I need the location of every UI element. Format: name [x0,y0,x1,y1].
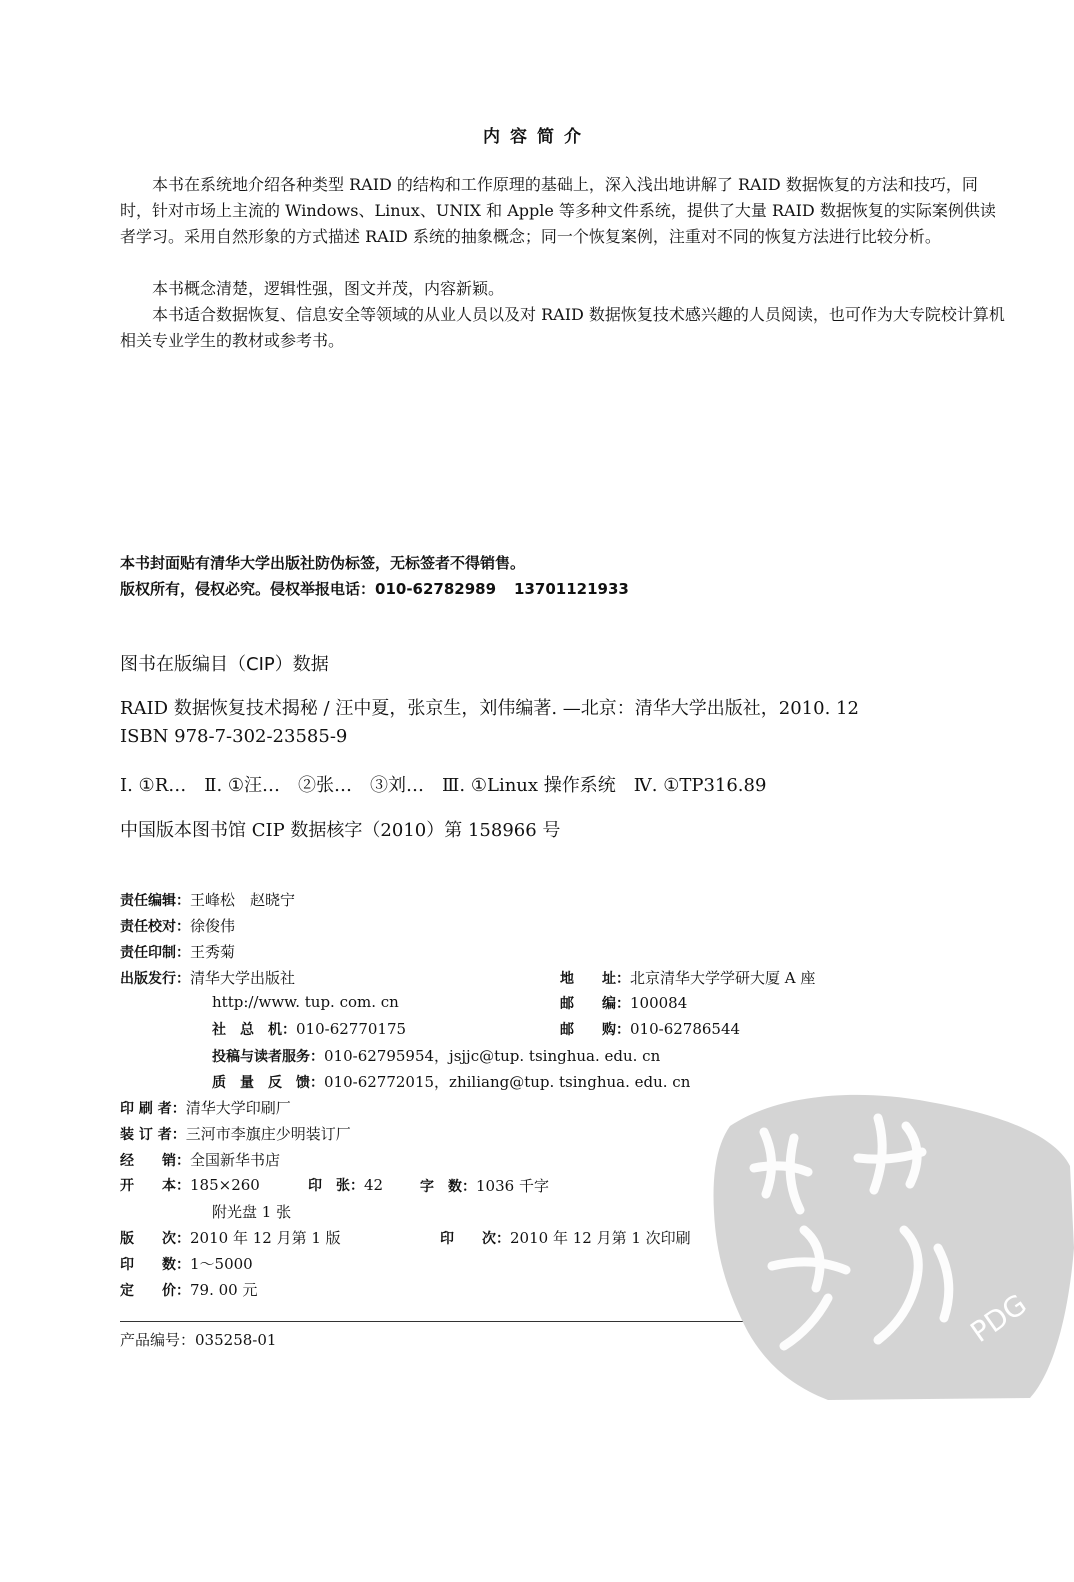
colophon-switchboard: 社 总 机：010-62770175 [212,1020,407,1038]
colophon-distributor: 经 销：全国新华书店 [120,1151,281,1169]
colophon-printing-supervisor: 责任印制：王秀菊 [120,943,236,961]
colophon-postcode: 邮 编：100084 [560,994,688,1012]
summary-paragraph-3: 本书适合数据恢复、信息安全等领域的从业人员以及对 RAID 数据恢复技术感兴趣的人员阅读，也可作为大专院校计算机相关专业学生的教材或参考书。 [120,305,1005,350]
colophon-feedback: 质 量 反 馈：010-62772015，zhiliang@tup. tsinghua. edu. cn [212,1073,691,1091]
copyright-line: 版权所有，侵权必究。侵权举报电话：010-62782989 [120,580,497,598]
colophon-price: 定 价：79. 00 元 [120,1281,258,1299]
colophon-website: http://www. tup. com. cn [212,993,399,1011]
pdg-watermark-seal [708,1080,1074,1402]
report-phone-2: 13701121933 [514,580,629,598]
colophon-sheets: 印 张：42 [308,1176,384,1194]
cip-heading: 图书在版编目（CIP）数据 [120,654,329,675]
colophon-word-count: 字 数：1036 千字 [420,1177,549,1195]
pdg-logo-text: PDG [964,1287,1033,1349]
cip-record: RAID 数据恢复技术揭秘 / 汪中夏，张京生，刘伟编著. —北京：清华大学出版社，2010. 12 [120,698,859,719]
cip-number: 中国版本图书馆 CIP 数据核字（2010）第 158966 号 [120,820,561,841]
colophon-printer: 印 刷 者：清华大学印刷厂 [120,1099,291,1117]
summary-paragraph-1: 本书在系统地介绍各种类型 RAID 的结构和工作原理的基础上，深入浅出地讲解了 RAID 数据恢复的方法和技巧，同时，针对市场上主流的 Windows、Linux、UNIX 和 Apple 等多种文件系统，提供了大量 RAID 数据恢复的实际案例供读者学习。采用自然形象的方式描述 RAID 系统的抽象概念；同一个恢复案例，注重对不同的恢复方法进行比较分析。 [120,175,996,246]
colophon-mail-order: 邮 购：010-62786544 [560,1020,741,1038]
colophon-proofreader: 责任校对：徐俊伟 [120,917,236,935]
colophon-print-run: 印 数：1～5000 [120,1255,253,1273]
colophon-attachment: 附光盘 1 张 [212,1203,292,1221]
cip-isbn: ISBN 978-7-302-23585-9 [120,726,348,747]
product-code: 产品编号：035258-01 [120,1331,277,1349]
summary-title: 内容简介 [483,127,591,147]
colophon-impression: 印 次：2010 年 12 月第 1 次印刷 [440,1229,691,1247]
colophon-address: 地 址：北京清华大学学研大厦 A 座 [560,969,816,987]
colophon-publisher: 出版发行：清华大学出版社 [120,969,296,987]
colophon-editor: 责任编辑：王峰松 赵晓宁 [120,891,296,909]
anti-counterfeit-notice: 本书封面贴有清华大学出版社防伪标签，无标签者不得销售。 [120,554,526,572]
copyright-notice [120,578,629,599]
summary-paragraph-2: 本书概念清楚，逻辑性强，图文并茂，内容新颖。 [152,279,505,298]
colophon-edition: 版 次：2010 年 12 月第 1 版 [120,1229,341,1247]
colophon-format: 开 本：185×260 [120,1176,260,1194]
colophon-reader-service: 投稿与读者服务：010-62795954，jsjjc@tup. tsinghua. edu. cn [212,1047,661,1065]
colophon-binder: 装 订 者：三河市李旗庄少明装订厂 [120,1125,351,1143]
cip-classification: Ⅰ. ①R… Ⅱ. ①汪… ②张… ③刘… Ⅲ. ①Linux 操作系统 Ⅳ. ①TP316.89 [120,775,767,796]
